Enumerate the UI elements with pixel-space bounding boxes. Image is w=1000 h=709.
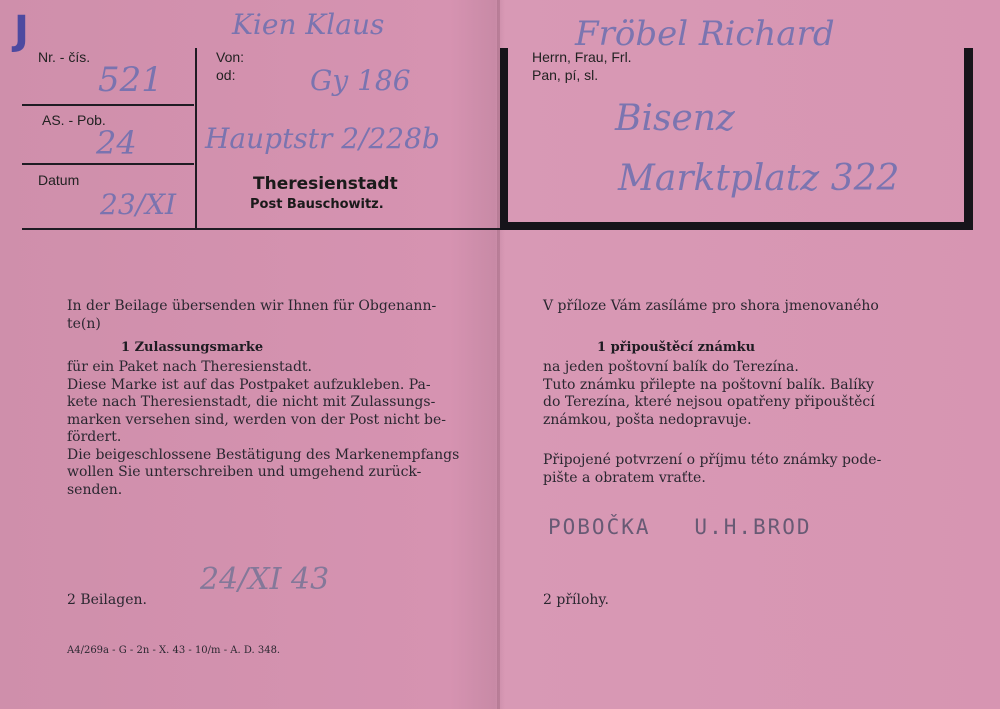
czech-heading: 1 připouštěcí známku xyxy=(597,340,756,355)
sender-building: Gy 186 xyxy=(310,64,411,97)
german-enclosures: 2 Beilagen. xyxy=(67,592,147,608)
recipient-name: Fröbel Richard xyxy=(575,14,835,54)
as-label: AS. - Pob. xyxy=(42,112,106,128)
as-value: 24 xyxy=(96,124,137,162)
divider-line xyxy=(22,104,194,106)
nr-value: 521 xyxy=(98,60,163,100)
czech-enclosures: 2 přílohy. xyxy=(543,592,609,608)
von-label: Von: xyxy=(216,49,245,65)
datum-value: 23/XI xyxy=(100,188,177,221)
datum-label: Datum xyxy=(38,172,80,188)
german-intro: In der Beilage übersenden wir Ihnen für Obgenann- xyxy=(67,298,437,314)
branch-stamp: POBOČKA U.H.BROD xyxy=(548,515,812,539)
place-title: Theresienstadt xyxy=(253,174,398,194)
recipient-box-bottom xyxy=(500,222,973,230)
german-body: für ein Paket nach Theresienstadt. Diese Marke ist auf das Postpaket aufzukleben. Pa- kete nach Theresienstadt, die nicht mit Zulassungs- marken versehen sind, werden von der Post nicht be- fördert. Die beigeschlossene Bestätigung des Markenempfangs wollen Sie unterschreiben und umgehend zurück- senden. xyxy=(67,359,460,498)
recipient-box-left xyxy=(500,48,508,229)
divider-line xyxy=(22,163,194,165)
german-date-handwritten: 24/XI 43 xyxy=(200,562,330,597)
sender-address: Hauptstr 2/228b xyxy=(205,122,440,155)
j-stamp: J xyxy=(14,8,29,54)
czech-body: na jeden poštovní balík do Terezína. Tuto známku přilepte na poštovní balík. Balíky do Terezína, které nejsou opatřeny připouštěcí známkou, pošta nedopravuje. xyxy=(543,359,875,428)
divider-line xyxy=(195,48,197,229)
od-label: od: xyxy=(216,67,236,83)
recipient-town: Bisenz xyxy=(615,98,735,139)
recipient-street: Marktplatz 322 xyxy=(618,158,900,199)
herrn-label: Herrn, Frau, Frl. xyxy=(532,49,632,65)
czech-intro: V příloze Vám zasíláme pro shora jmenovaného xyxy=(543,298,879,314)
german-intro-cont: te(n) xyxy=(67,316,101,332)
german-heading: 1 Zulassungsmarke xyxy=(121,340,264,355)
footer-code: A4/269a - G - 2n - X. 43 - 10/m - A. D. 348. xyxy=(67,645,281,656)
pan-label: Pan, pí, sl. xyxy=(532,67,599,83)
nr-label: Nr. - čís. xyxy=(38,49,91,65)
recipient-box-right xyxy=(964,48,973,229)
czech-body-2: Připojené potvrzení o příjmu této známky pode- pište a obratem vraťte. xyxy=(543,452,882,486)
place-subtitle: Post Bauschowitz. xyxy=(250,197,384,212)
sender-name: Kien Klaus xyxy=(232,8,385,41)
